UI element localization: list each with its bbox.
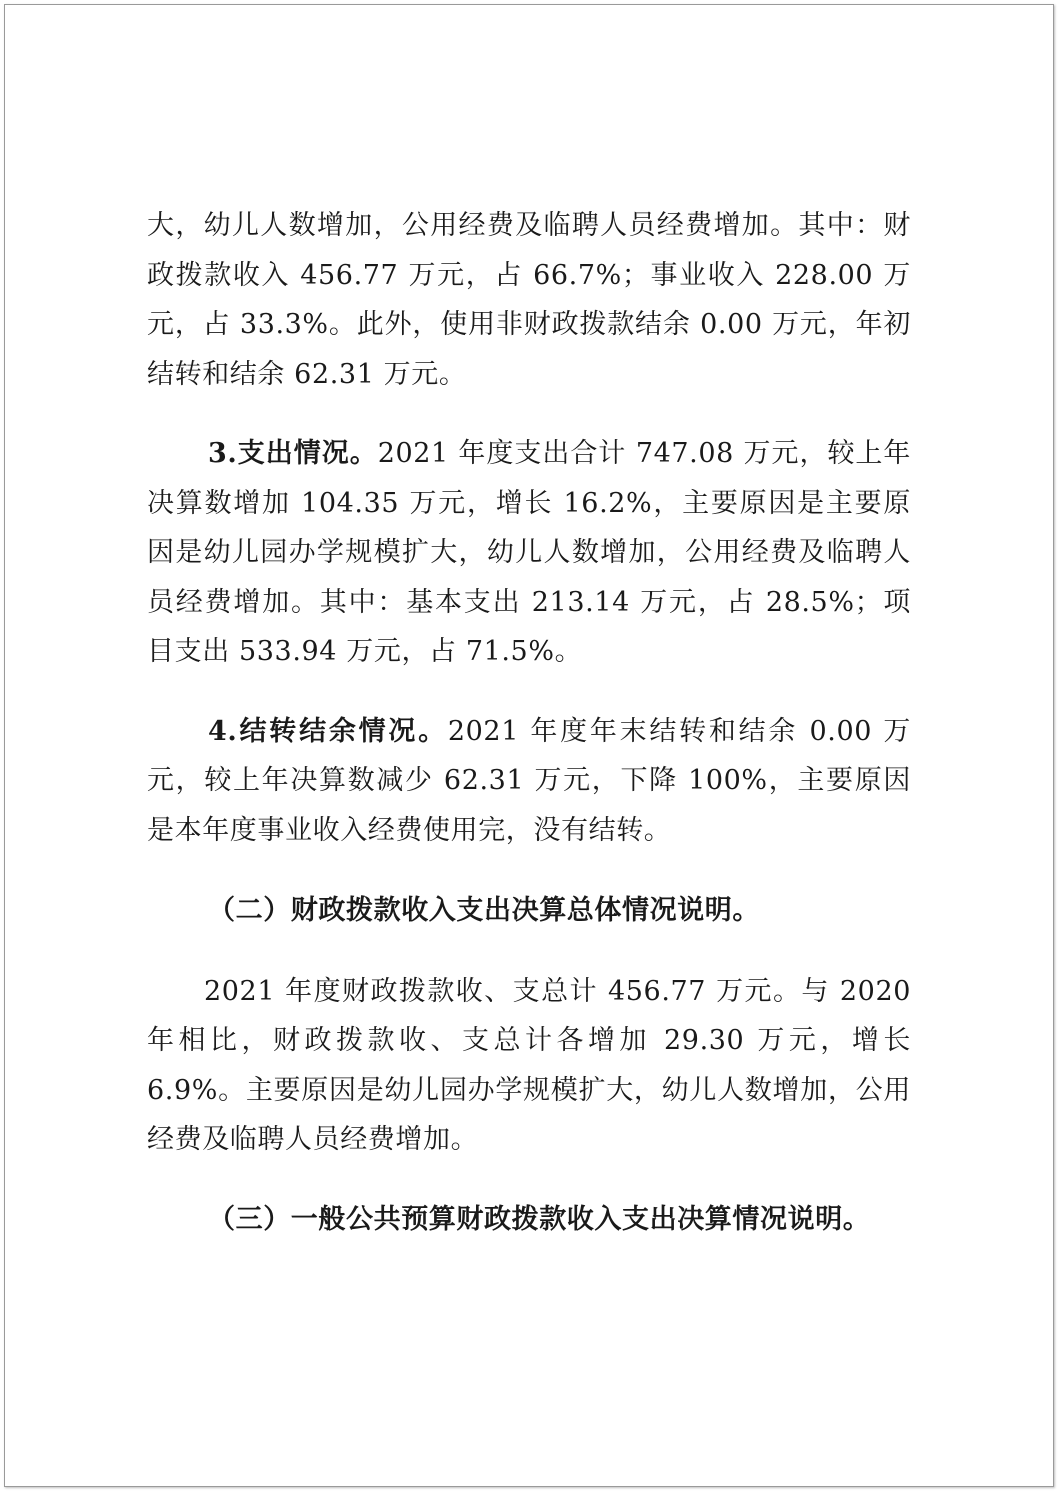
document-body	[147, 201, 911, 1244]
fiscal-summary-paragraph: 2021 年度财政拨款收、支总计 456.77 万元。与 2020 年相比，财政拨款收、支总计各增加 29.30 万元，增长 6.9%。主要原因是幼儿园办学规模扩大，幼儿人数增加，公用经费及临聘人员经费增加。	[147, 975, 911, 1155]
section-heading-2: （二）财政拨款收入支出决算总体情况说明。	[208, 895, 760, 926]
balance-title: 4.结转结余情况。	[208, 715, 448, 747]
expense-paragraph	[147, 429, 911, 677]
balance-paragraph	[147, 707, 911, 856]
expense-body: 2021 年度支出合计 747.08 万元，较上年决算数增加 104.35 万元，增长 16.2%，主要原因是主要原因是幼儿园办学规模扩大，幼儿人数增加，公用经费及临聘人员经费增加。其中：基本支出 213.14 万元，占 28.5%；项目支出 533.94 万元，占 71.5%。	[147, 438, 912, 667]
section-heading-3: （三）一般公共预算财政拨款收入支出决算情况说明。	[208, 1203, 871, 1235]
income-continuation-paragraph: 大，幼儿人数增加，公用经费及临聘人员经费增加。其中：财政拨款收入 456.77 万元，占 66.7%；事业收入 228.00 万元，占 33.3%。此外，使用非财政拨款结余 0.00 万元，年初结转和结余 62.31 万元。	[147, 210, 911, 390]
document-page	[4, 4, 1054, 1487]
expense-title: 3.支出情况。	[208, 438, 378, 469]
balance-body: 2021 年度年末结转和结余 0.00 万元，较上年决算数减少 62.31 万元，下降 100%，主要原因是本年度事业收入经费使用完，没有结转。	[147, 715, 911, 846]
